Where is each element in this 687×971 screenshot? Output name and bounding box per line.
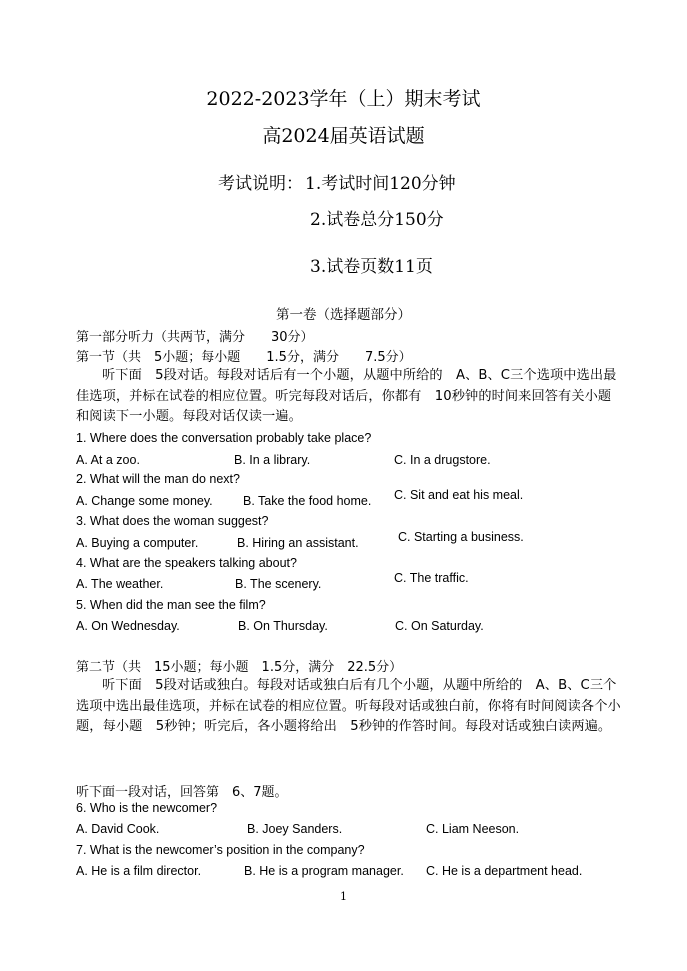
- exam-title: 2022-2023学年（上）期末考试: [206, 88, 481, 110]
- instruction-item-3: 3.试卷页数11页: [310, 257, 433, 277]
- q5-option-b: B. On Thursday.: [238, 619, 328, 633]
- q6-option-b: B. Joey Sanders.: [247, 822, 343, 836]
- q2-option-a: A. Change some money.: [76, 494, 213, 508]
- q7-option-c: C. He is a department head.: [426, 864, 583, 878]
- q1-option-b: B. In a library.: [234, 453, 311, 467]
- q7-option-b: B. He is a program manager.: [244, 864, 404, 878]
- question-6: 6. Who is the newcomer?: [76, 801, 218, 815]
- exam-subtitle: 高2024届英语试题: [262, 125, 425, 147]
- q1-option-c: C. In a drugstore.: [394, 453, 491, 467]
- question-7: 7. What is the newcomer’s position in the company?: [76, 843, 365, 857]
- q3-option-c: C. Starting a business.: [398, 530, 524, 544]
- instruction-item-2: 2.试卷总分150分: [310, 210, 444, 230]
- question-5: 5. When did the man see the film?: [76, 598, 266, 612]
- section2-heading: 第二节（共 15小题；每小题 1.5分，满分 22.5分）: [76, 660, 403, 675]
- q3-option-b: B. Hiring an assistant.: [237, 536, 359, 550]
- instructions-label: 考试说明：: [218, 174, 303, 194]
- question-3: 3. What does the woman suggest?: [76, 514, 269, 528]
- group-intro-6-7: 听下面一段对话，回答第 6、7题。: [76, 785, 288, 800]
- volume-title: 第一卷（选择题部分）: [276, 307, 411, 323]
- q1-option-a: A. At a zoo.: [76, 453, 140, 467]
- question-4: 4. What are the speakers talking about?: [76, 556, 297, 570]
- page-number: 1: [340, 890, 347, 903]
- q4-option-a: A. The weather.: [76, 577, 164, 591]
- question-2: 2. What will the man do next?: [76, 472, 240, 486]
- q2-option-b: B. Take the food home.: [243, 494, 372, 508]
- question-1: 1. Where does the conversation probably take place?: [76, 431, 372, 445]
- q6-option-a: A. David Cook.: [76, 822, 160, 836]
- q4-option-c: C. The traffic.: [394, 571, 469, 585]
- q7-option-a: A. He is a film director.: [76, 864, 202, 878]
- q2-option-c: C. Sit and eat his meal.: [394, 488, 524, 502]
- part1-heading: 第一部分听力（共两节，满分 30分）: [76, 330, 314, 345]
- q5-option-a: A. On Wednesday.: [76, 619, 180, 633]
- section1-directions: 听下面 5段对话。每段对话后有一个小题，从题中所给的 A、B、C三个选项中选出最佳选项，并标在试卷的相应位置。听完每段对话后，你都有 10秒钟的时间来回答有关小题和阅读下一小题。每段对话仅读一遍。: [76, 368, 617, 424]
- q3-option-a: A. Buying a computer.: [76, 536, 199, 550]
- q4-option-b: B. The scenery.: [235, 577, 322, 591]
- instruction-item-1: 1.考试时间120分钟: [305, 174, 456, 194]
- q6-option-c: C. Liam Neeson.: [426, 822, 520, 836]
- section1-heading: 第一节（共 5小题；每小题 1.5分，满分 7.5分）: [76, 350, 412, 365]
- section2-directions: 听下面 5段对话或独白。每段对话或独白后有几个小题，从题中所给的 A、B、C三个选项中选出最佳选项，并标在试卷的相应位置。听每段对话或独白前，你将有时间阅读各个小题，每小题 5秒钟；听完后，各小题将给出 5秒钟的作答时间。每段对话或独白读两遍。: [76, 678, 621, 734]
- q5-option-c: C. On Saturday.: [395, 619, 484, 633]
